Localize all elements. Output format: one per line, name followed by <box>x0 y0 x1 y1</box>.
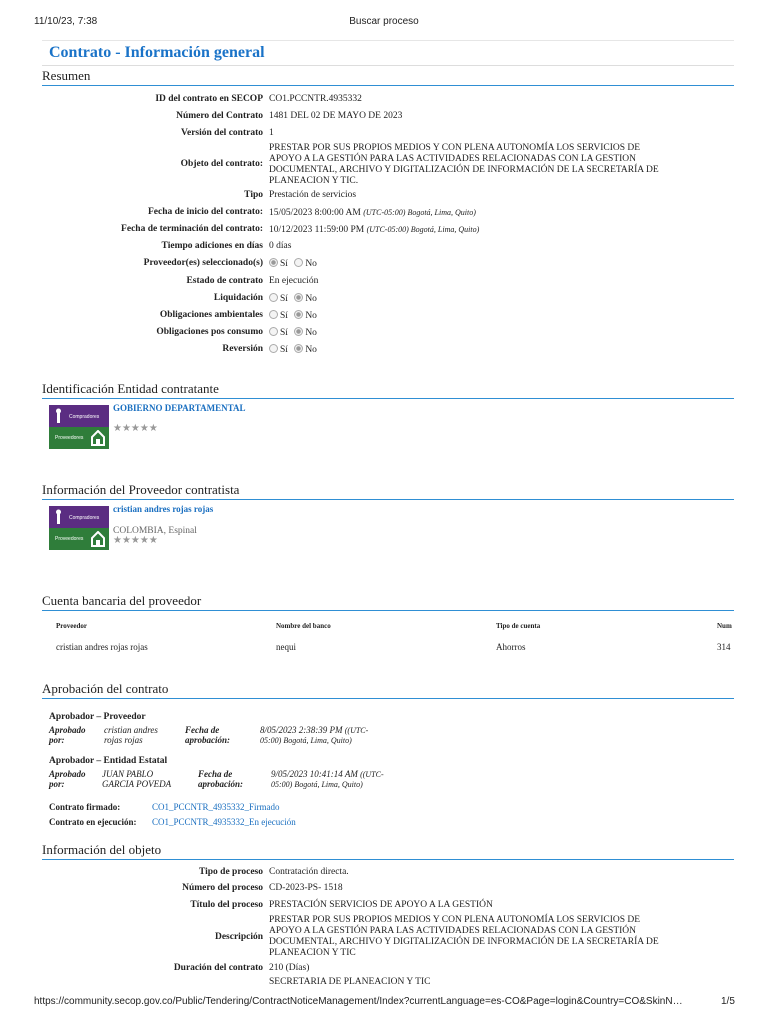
radio-label-si: Sí <box>280 345 288 355</box>
tz-line: 05:00) Bogotá, Lima, Quito) <box>260 736 352 745</box>
house-icon <box>91 430 105 446</box>
field-label: ID del contrato en SECOP <box>155 94 263 104</box>
field-value: 210 (Días) <box>269 963 310 973</box>
field-value: 0 días <box>269 241 292 251</box>
label-line: Fecha de <box>185 725 220 735</box>
field-label: Proveedor(es) seleccionado(s) <box>143 258 263 268</box>
field-value: Contratación directa. <box>269 867 349 877</box>
field-label: Fecha de inicio del contrato: <box>147 207 263 217</box>
table-cell: 314 <box>717 642 731 652</box>
tz-line: ((UTC- <box>360 770 384 779</box>
print-page-title: Buscar proceso <box>349 16 419 27</box>
field-value: Prestación de servicios <box>269 190 357 200</box>
hand-icon <box>54 509 63 524</box>
table-cell: cristian andres rojas rojas <box>56 642 148 652</box>
radio-label-si: Sí <box>280 294 288 304</box>
page-title: Contrato - Información general <box>49 44 265 61</box>
aprobador-proveedor-name <box>104 725 158 745</box>
title-divider <box>42 65 734 66</box>
section-proveedor-heading: Información del Proveedor contratista <box>42 482 734 500</box>
label-line: Fecha de <box>198 769 233 779</box>
field-label: Duración del contrato <box>173 963 263 973</box>
name-line: GARCIA POVEDA <box>102 779 172 789</box>
radio-group <box>269 327 689 339</box>
field-label: Título del proceso <box>190 900 263 910</box>
label-line: por: <box>49 735 65 745</box>
section-cuenta-heading: Cuenta bancaria del proveedor <box>42 593 734 611</box>
field-value: PRESTACIÓN SERVICIOS DE APOYO A LA GESTIÓN <box>269 900 493 910</box>
timezone-note: (UTC-05:00) Bogotá, Lima, Quito) <box>363 208 476 217</box>
entidad-name-link[interactable]: GOBIERNO DEPARTAMENTAL <box>113 403 246 413</box>
field-value: CO1.PCCNTR.4935332 <box>269 94 362 104</box>
date-line: 9/05/2023 10:41:14 AM <box>271 769 358 779</box>
aprobador-estatal-title: Aprobador – Entidad Estatal <box>49 756 168 766</box>
radio-si[interactable] <box>269 327 278 336</box>
field-label: Descripción <box>214 932 263 942</box>
label-line: aprobación: <box>198 779 243 789</box>
name-line: JUAN PABLO <box>102 769 154 779</box>
field-value: En ejecución <box>269 276 319 286</box>
fecha-aprobacion-estatal <box>271 769 384 789</box>
hand-icon <box>54 408 63 423</box>
radio-label-no: No <box>305 345 317 355</box>
field-value <box>269 207 689 219</box>
radio-no[interactable] <box>294 327 303 336</box>
fecha-aprobacion-label <box>198 769 243 789</box>
house-icon <box>91 531 105 547</box>
field-value: PRESTAR POR SUS PROPIOS MEDIOS Y CON PLENA AUTONOMÍA LOS SERVICIOS DE APOYO A LA GESTIÓN PARA LAS ACTIVIDADES RELACIONADAS CON LA GESTIÓN DOCUMENTAL, ARCHIVO Y DIGITALIZACIÓN DE INFORMACIÓN DE LA SECRETARÍA DE PLANEACION Y TIC <box>269 915 659 958</box>
field-label: Obligaciones pos consumo <box>156 327 263 337</box>
timezone-note: (UTC-05:00) Bogotá, Lima, Quito) <box>366 225 480 234</box>
section-objeto-heading: Información del objeto <box>42 842 734 860</box>
table-cell: Ahorros <box>496 642 526 652</box>
label-line: aprobación: <box>185 735 230 745</box>
radio-no[interactable] <box>294 258 303 267</box>
radio-no[interactable] <box>294 293 303 302</box>
field-value <box>269 224 689 236</box>
label-line: Aprobado <box>49 769 86 779</box>
logo-compradores <box>49 506 109 528</box>
logo-top-text: Compradores <box>69 414 100 420</box>
print-page-number: 1/5 <box>721 996 735 1007</box>
label-line: por: <box>49 779 65 789</box>
contrato-ejecucion-link[interactable]: CO1_PCCNTR_4935332_En ejecución <box>152 817 296 827</box>
fecha-aprobacion-label <box>185 725 230 745</box>
field-label: Fecha de terminación del contrato: <box>121 224 263 234</box>
field-label: Liquidación <box>213 293 263 303</box>
section-resumen-heading: Resumen <box>42 68 734 86</box>
aprobador-proveedor-title: Aprobador – Proveedor <box>49 712 146 722</box>
logo-proveedores <box>49 528 109 550</box>
logo-bottom-text: Proveedores <box>55 536 84 542</box>
radio-label-no: No <box>305 259 317 269</box>
column-header: Nombre del banco <box>276 622 331 630</box>
field-label: Versión del contrato <box>181 128 263 138</box>
date-line: 8/05/2023 2:38:39 PM <box>260 725 343 735</box>
field-value: SECRETARIA DE PLANEACION Y TIC <box>269 977 431 987</box>
proveedor-location: COLOMBIA, Espinal <box>113 526 197 536</box>
contrato-ejecucion-label: Contrato en ejecución: <box>49 817 137 827</box>
section-aprobacion-heading: Aprobación del contrato <box>42 681 734 699</box>
radio-group <box>269 258 689 270</box>
date-value: 10/12/2023 11:59:00 PM <box>269 225 365 235</box>
section-entidad-heading: Identificación Entidad contratante <box>42 381 734 399</box>
print-datetime: 11/10/23, 7:38 <box>34 16 98 27</box>
fecha-aprobacion-proveedor <box>260 725 368 745</box>
column-header: Proveedor <box>56 622 87 630</box>
field-value: 1 <box>269 128 274 138</box>
proveedor-name-link[interactable]: cristian andres rojas rojas <box>113 504 214 514</box>
logo-proveedores <box>49 427 109 449</box>
table-cell: nequi <box>276 642 296 652</box>
field-label: Tipo de proceso <box>198 867 263 877</box>
field-label: Número del Contrato <box>176 111 263 121</box>
radio-group <box>269 293 689 305</box>
column-header: Tipo de cuenta <box>496 622 541 630</box>
date-value: 15/05/2023 8:00:00 AM <box>269 208 361 218</box>
field-label: Objeto del contrato: <box>180 159 263 169</box>
field-label: Obligaciones ambientales <box>159 310 263 320</box>
aprobador-estatal-name <box>102 769 171 789</box>
logo-bottom-text: Proveedores <box>55 435 84 441</box>
radio-label-si: Sí <box>280 328 288 338</box>
radio-label-no: No <box>305 328 317 338</box>
content-frame <box>42 40 734 41</box>
field-label: Número del proceso <box>182 883 263 893</box>
radio-no[interactable] <box>294 344 303 353</box>
field-label: Estado de contrato <box>186 276 263 286</box>
radio-si[interactable] <box>269 310 278 319</box>
radio-group <box>269 344 689 356</box>
radio-label-no: No <box>305 311 317 321</box>
label-line: Aprobado <box>49 725 86 735</box>
radio-si[interactable] <box>269 344 278 353</box>
field-objeto-contrato <box>42 143 734 187</box>
tz-line: 05:00) Bogotá, Lima, Quito) <box>271 780 363 789</box>
field-label: Tiempo adiciones en días <box>161 241 263 251</box>
logo-top-text: Compradores <box>69 515 100 521</box>
proveedor-rating-stars: ★★★★★ <box>113 535 158 546</box>
contrato-firmado-label: Contrato firmado: <box>49 802 121 812</box>
secop-logo <box>49 506 109 550</box>
radio-si[interactable] <box>269 258 278 267</box>
field-label: Reversión <box>222 344 263 354</box>
tz-line: ((UTC- <box>344 726 369 735</box>
radio-label-si: Sí <box>280 259 288 269</box>
entidad-rating-stars: ★★★★★ <box>113 423 158 434</box>
field-value: 1481 DEL 02 DE MAYO DE 2023 <box>269 111 403 121</box>
aprobado-por-label <box>49 725 86 745</box>
aprobado-por-label <box>49 769 86 789</box>
field-descripcion <box>42 915 734 959</box>
radio-label-no: No <box>305 294 317 304</box>
radio-no[interactable] <box>294 310 303 319</box>
radio-label-si: Sí <box>280 311 288 321</box>
contrato-firmado-link[interactable]: CO1_PCCNTR_4935332_Firmado <box>152 802 280 812</box>
print-url: https://community.secop.gov.co/Public/Tendering/ContractNoticeManagement/Index?currentLanguage=es-CO&Page=login&Country=CO&SkinN… <box>34 996 683 1007</box>
radio-group <box>269 310 689 322</box>
secop-logo <box>49 405 109 449</box>
radio-si[interactable] <box>269 293 278 302</box>
field-value: PRESTAR POR SUS PROPIOS MEDIOS Y CON PLENA AUTONOMÍA LOS SERVICIOS DE APOYO A LA GESTIÓN PARA LAS ACTIVIDADES RELACIONADAS CON LA GESTION DOCUMENTAL, ARCHIVO Y DIGITALIZACIÓN DE INFORMACIÓN DE LA SECRETARÍA DE PLANEACION Y TIC. <box>269 143 659 186</box>
name-line: rojas rojas <box>104 735 143 745</box>
logo-compradores <box>49 405 109 427</box>
name-line: cristian andres <box>104 725 158 735</box>
column-header: Num <box>717 622 732 630</box>
field-value: CD-2023-PS- 1518 <box>269 883 343 893</box>
field-label: Tipo <box>244 190 263 200</box>
